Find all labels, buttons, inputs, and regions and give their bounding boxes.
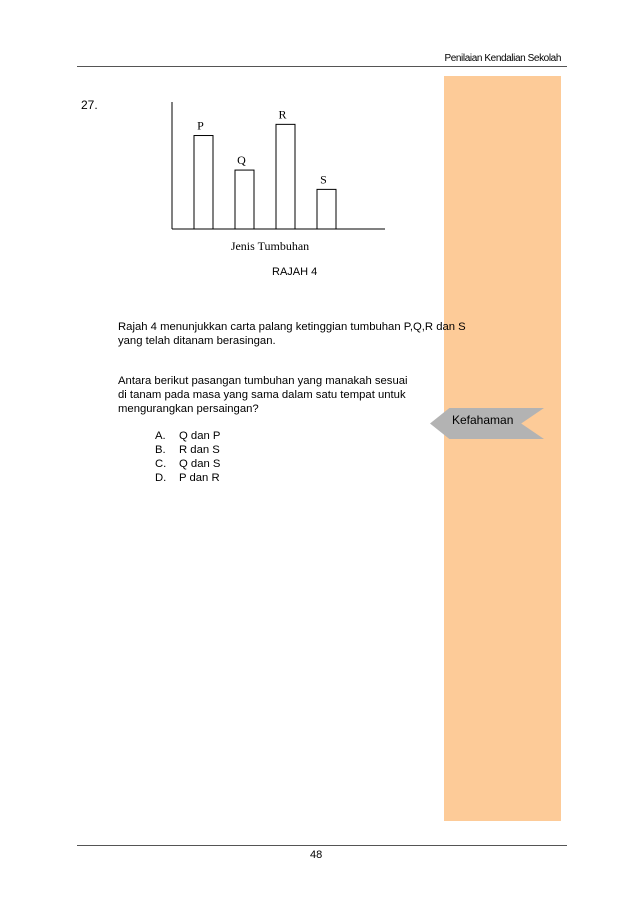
bar-label-p: P (197, 118, 204, 133)
bar-r (276, 124, 295, 229)
option-letter: D. (155, 472, 167, 484)
skill-tag-label: Kefahaman (452, 413, 514, 427)
option-text: P dan R (179, 472, 220, 484)
option-d[interactable] (155, 471, 220, 485)
bar-label-r: R (278, 107, 287, 122)
option-text: Q dan S (179, 458, 221, 470)
header-rule (77, 66, 567, 67)
footer-rule (77, 845, 567, 846)
option-text: Q dan P (179, 430, 221, 442)
option-letter: C. (155, 458, 167, 470)
bar-s (317, 189, 336, 229)
option-b[interactable] (155, 443, 220, 457)
figure-caption: RAJAH 4 (272, 266, 318, 278)
bar-q (235, 170, 254, 229)
bar-chart (160, 100, 390, 260)
answer-options (155, 429, 220, 485)
bar-label-s: S (320, 172, 327, 187)
stem-line: Rajah 4 menunjukkan carta palang ketinggian tumbuhan P,Q,R dan S (118, 321, 466, 333)
question-number: 27. (81, 98, 98, 112)
x-axis-label: Jenis Tumbuhan (230, 239, 310, 253)
option-a[interactable] (155, 429, 220, 443)
prompt-line: mengurangkan persaingan? (118, 403, 259, 415)
question-prompt (118, 374, 408, 416)
prompt-line: Antara berikut pasangan tumbuhan yang manakah sesuai (118, 375, 408, 387)
option-letter: B. (155, 444, 166, 456)
prompt-line: di tanam pada masa yang sama dalam satu tempat untuk (118, 389, 406, 401)
side-panel (444, 76, 561, 821)
option-letter: A. (155, 430, 166, 442)
page-header: Penilaian Kendalian Sekolah (444, 53, 561, 64)
stem-line: yang telah ditanam berasingan. (118, 335, 276, 347)
option-c[interactable] (155, 457, 220, 471)
question-stem (118, 320, 466, 348)
option-text: R dan S (179, 444, 220, 456)
page-number: 48 (310, 849, 323, 861)
bar-p (194, 136, 213, 229)
bar-label-q: Q (237, 153, 246, 168)
